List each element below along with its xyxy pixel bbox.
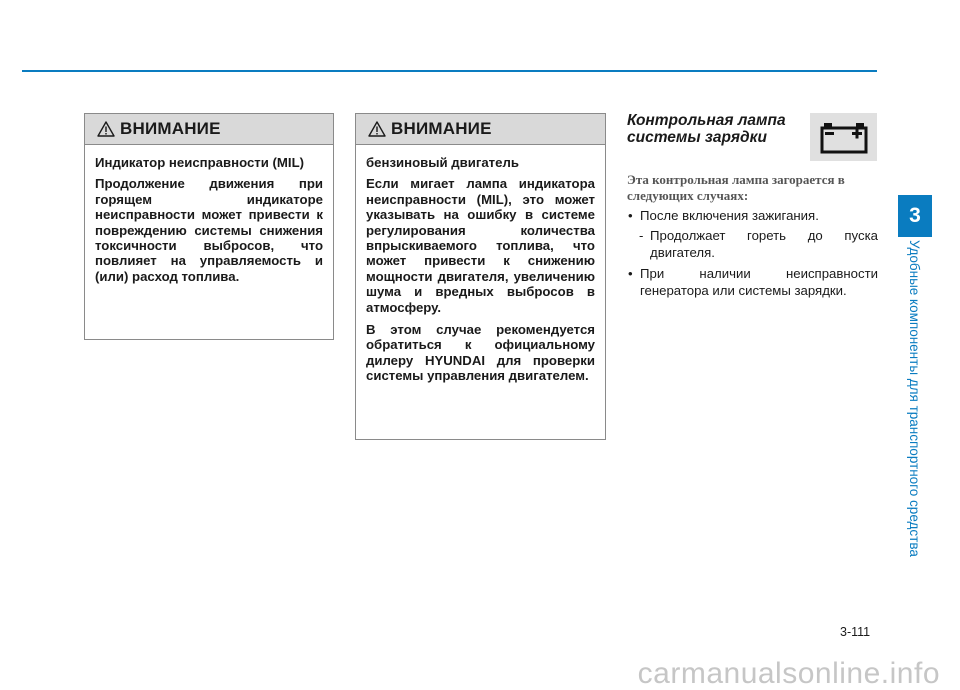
bullet-mark: • — [628, 208, 633, 223]
list-item — [627, 207, 878, 224]
list-item-text: При наличии неисправности генератора или системы зарядки. — [640, 266, 878, 298]
list-subitem — [627, 227, 878, 261]
list-subitem-text: Продолжает гореть до пуска двигателя. — [650, 228, 878, 260]
bullet-mark: • — [628, 266, 633, 281]
warning-header — [85, 114, 333, 145]
chapter-number: 3 — [909, 204, 921, 227]
header-rule — [22, 70, 877, 72]
chapter-title: Удобные компоненты для транспортного средства — [907, 240, 922, 557]
condition-list — [627, 207, 878, 302]
warning-box-gasoline-engine — [355, 113, 606, 440]
warning-text: Продолжение движения при горящем индикаторе неисправности может привести к повреждению системы снижения токсичности выбросов, что повлияет на управляемость и (или) расход топлива. — [95, 176, 323, 284]
warning-box-mil — [84, 113, 334, 340]
warning-triangle-icon — [368, 121, 386, 137]
chapter-tab — [898, 195, 932, 237]
battery-icon — [810, 113, 877, 161]
page-number: 3-111 — [840, 625, 871, 639]
list-item — [627, 265, 878, 299]
warning-triangle-icon — [97, 121, 115, 137]
section-intro: Эта контрольная лампа загорается в следующих случаях: — [627, 172, 845, 203]
warning-title: ВНИМАНИЕ — [391, 119, 492, 138]
section-title: Контрольная лампа системы зарядки — [627, 112, 786, 146]
warning-heading: бензиновый двигатель — [366, 155, 519, 170]
watermark: carmanualsonline.info — [637, 657, 940, 690]
warning-text: Если мигает лампа индикатора неисправности (MIL), это может указывать на ошибку в системе регулирования количества впрыскиваемого топлива, что может привести к снижению мощности двигателя, увеличению шума и вредных выбросов в атмосферу. — [366, 176, 595, 315]
dash-mark: - — [639, 228, 644, 243]
list-item-text: После включения зажигания. — [640, 208, 819, 223]
warning-header — [356, 114, 605, 145]
warning-title: ВНИМАНИЕ — [120, 119, 221, 138]
warning-text: В этом случае рекомендуется обратиться к официальному дилеру HYUNDAI для проверки системы управления двигателем. — [366, 322, 595, 384]
warning-heading: Индикатор неисправности (MIL) — [95, 155, 305, 170]
